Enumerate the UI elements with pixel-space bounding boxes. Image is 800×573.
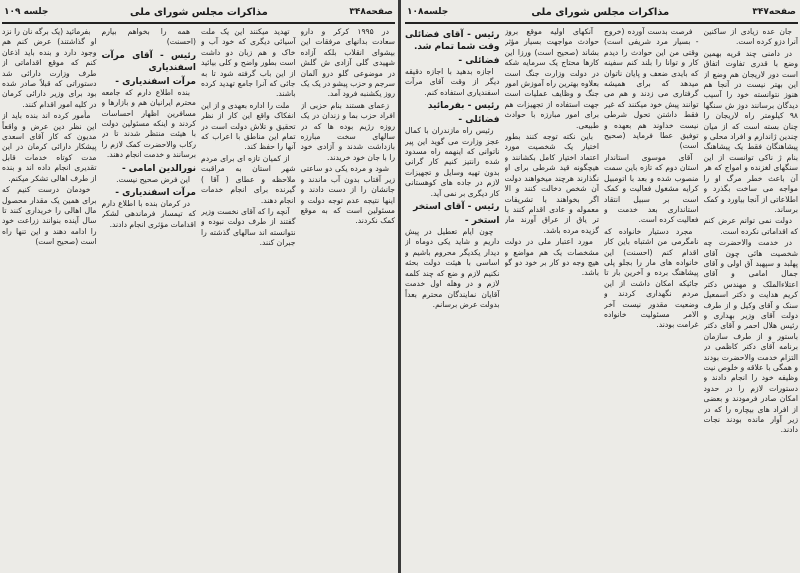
text-column: [201, 27, 296, 569]
speaker-heading: رئیس - آقای فضائلی وقت شما تمام شد.: [405, 30, 500, 52]
paragraph: رئیس راه مازندران با کمال عجز وزارت می گوید این پیر ناتوانی که اینهمه راه مسدود شده رانتیز کنیم کار گرانی بدون تهیه وسایل و تجهیزات لازم در جاده های کوهستانی کار دیگری بر نمی آید.: [405, 126, 500, 198]
text-column: [704, 27, 799, 569]
header-rule: [405, 22, 798, 24]
paragraph: در خدمت والاحضرت چه شخصیت هائی چون آقای پهلبد و سپهبد آق اولی و آقای جمال امامی و آقای اعتلاءالملک و مهندس دکتر کریم هدایت و دکتر اسمعیل سنک و آقای وکیل و از طرف دولت آقای وزیر بهداری و رئیس هلال احمر و آقای دکتر باستور و از طرف سازمان برنامه آقای دکتر کاظمی در التزام خدمت والاحضرت بودند و همگی با علاقه و خلوص نیت وظیفه خود را انجام دادند و دستورات لازم را در حدود امکان صادر فرمودند و بعضی از افراد های بیچاره را که در زیر آوار مانده بودند نجات دادند.: [703, 238, 798, 435]
paragraph: بفرمائید (یک برگه نان را نزد او گذاشتند) عرض کنم هم وجود دارد و بنده باید اذعان کنم که موقع اقداماتی از طرف وزارت دارائی شد دستوراتی که قبلاً صادر شده بود برای وزیر دارائی کرمان در کلیه امور اقدام کنند.: [2, 27, 97, 109]
paragraph: این فرض صحیح نیست.: [116, 174, 190, 184]
speaker-heading: فضائلی -: [458, 56, 500, 66]
page-header: [407, 4, 796, 20]
page-gutter-divider: [398, 0, 401, 573]
text-columns: [2, 27, 395, 569]
paragraph: همه را بخواهم بیارم (احسنت): [101, 27, 196, 47]
speaker-heading: نورالدین امامی -: [121, 163, 196, 174]
paragraph: مجرد دستیار خانواده که نامگرمی من اشتباه باین کار اقدام کنم (احسنت) این خانواده های مار را بجلو پلی پیشاهنگ برده و آخرین بار تا جائیکه امکان داشت از این مردم نگهداری کردند و وضعیت مقدور نیست آخر الامر مسئولیت خانواده غرامت بودند.: [604, 226, 699, 330]
paragraph: مأمور کرده اند بنده باید از این نظر دین عرض و واقعاً مدیون که کار آقای اسعدی پیشکار دارائی کرمان در این مدت کوتاه خدمات قابل تقدیری انجام داده اند و بنده از طرف اهالی تشکر میکنم.: [2, 111, 97, 183]
paragraph: دولت نمی توانم عرض کنم که اقداماتی نکرده است.: [703, 216, 798, 236]
speaker-heading: رئیس - بفرمائید: [427, 101, 500, 112]
paragraph: در کرمان بنده با اطلاع دارم که تیمسار فرماندهی لشکر اقدامات مؤثری انجام دادند.: [101, 199, 196, 229]
paragraph: آنچه را که آقای نخست وزیر گفتند از طرف دولت نبوده و نتوانسته اند سالهای گذشته را جبران کنند.: [201, 206, 296, 248]
publication-title: مذاکرات مجلس شورای ملی: [130, 6, 268, 18]
paragraph: خودمان درست کنیم که برای همین یک مقدار محصول مال اهالی را خریداری کنند تا سال آینده بنوانند زراعت خود را ادامه دهند و این تنها راه است (صحیح است): [2, 185, 97, 247]
text-column: [604, 27, 699, 569]
paragraph: زعمای هستند بنام حزبی از افراد حزب بما و زندان در یک روزه رژیم بوده ها که در سالهای سخت مبارزه بازداشت شدند و آزادی خود را با جان خود خریدند.: [300, 100, 395, 162]
speaker-heading: رئیس - آقای مرآت اسفندیاری: [101, 50, 196, 73]
right-page: [403, 0, 800, 573]
page-number: صفحه۳۴۷: [752, 7, 796, 17]
paragraph: تهدید میکنند این یک ملت آسیائی دیگری که خود آب و خاک و هم زبان دو داشت است بطور واضح و کلی بیائید از این باب گرفته شود تا به جائی که آنرا جامع تهدید کرده باشند.: [201, 27, 296, 99]
paragraph: ملت را اداره بعهدی و از این انفکاک واقع این کار از نظر تحقیق و تلاش دولت است در تمام این مناطق با اعراب که آنها را حفظ کند.: [201, 100, 296, 152]
paragraph: فرصت بدست آورده (خروج - بسیار مرد شریفی است) وقتی من این حوادث را دیدم کار و توانا را بلند کنم سفینه که بایدی ضعف و پایان ناتوان میدهد که برای همیشه گرفتاری می زدند و هم می توانند پیش خود میکنند که غیر فقط داشتن تحول شرطی نیست خداوند هم بعهده و توفیق عطا فرماید (صحیح است): [604, 27, 699, 151]
paragraph: بنده اطلاع دارم که جامعه محترم ایرانیان هم و بازارها و مسافرین اظهار احساسات کردند و اینکه مسئولین دولت با هیئت منتظر شدند تا در رکاب والاحضرت کمک لازم را برسانند و خدمت انجام دهند.: [101, 87, 196, 160]
paragraph: از کمیان تازه ای برای مردم شهر استان به مراقبت ملاحظه و عطای ( آقا ) گیرنده برای انجام خدمات انجام دهند.: [201, 153, 296, 205]
text-columns: [405, 27, 798, 569]
paragraph: مورد اعتبار ملی در دولت مشخصات یک هم مواضع و هیچ وجه دو کار بر خود دو گو باشد.: [504, 237, 599, 278]
speaker-heading: فضائلی -: [458, 115, 500, 126]
text-column: [2, 27, 97, 569]
paragraph: شود و مرده یکی دو ساعتی زیر آفتاب بدون آب ماندند و جانشان را از دست دادند و اینها نتیجه عدم توجه دولت و مسئولین است که به موقع کمک نکردند.: [300, 164, 395, 226]
text-column: [405, 27, 500, 569]
paragraph: در دامنی چند قریه بهمین وضع با قدری تفاوت اتفاق است دور لاریجان هم وضع از این بهتر نیست در آنجا هم هنوز نتوانسته خود را آسیب دیدگان برسانند دوز ش سنگها ۹۸ کیلومتر راه لاریجان را چنان بسته است که از میان چندین ژاندارم و افراد محلی و پیشاهنگان فقط یک پیشاهنگ بنام ژ ناکی توانست از این سنگهای لغزنده و امواج که هر آن باعث خطر مرگ او را مواجه می ساخت بگذرد و اطلاعاتی از آنجا بیاورد و کمک برساند.: [703, 48, 798, 214]
speaker-heading: مرآت اسفندیاری -: [115, 76, 196, 87]
speaker-heading: رئیس - آقای استخر: [413, 202, 500, 213]
text-column: [102, 27, 197, 569]
speaker-heading: استخر -: [464, 216, 500, 227]
session-number: جلسه ۱۰۹: [4, 7, 49, 17]
page-header: [4, 4, 393, 20]
paragraph: اجازه بدهید با اجازه دقیقه دیگر از وقت آقای مرآت اسفندیاری استفاده کنم.: [405, 67, 500, 97]
paragraph: باین نکته توجه کنند بطور اختیار یک شخصیت مورد اعتماد اختیار کامل بکشانند و هیچگونه قید شرطی برای او نگذارند هرچند میخواهند دولت آن شخص دخالت کنند و الا اگر بخواهند با تشریفات معموله و عادی اقدام کنند با تر یاق از عراق آورند مار گزیده مرده باشد.: [504, 132, 599, 235]
paragraph: چون ایام تعطیل در پیش داریم و شاید یکی دوماه از دیدار یکدیگر محروم باشیم و اساسی با هیئت دولت بحثه نکنیم لازم و ضع که چند کلمه لازم و در وهله اول خدمت آقایان نمایندگان محترم بعداً بدولت عرض برسانم.: [405, 227, 500, 309]
paragraph: در ۱۹۹۵ کرکر و دارو سعادت بدانهای مرفقات این بیشوای انقلاب بلکه آزاده شهیدی گلی آزادی ش گلش در موضوعی گلو درو آلمان سرجم و حزب پیشو در یک یک روز یکشنبه فرود آمد.: [300, 27, 395, 99]
page-number: صفحه۳۴۸: [349, 7, 393, 17]
publication-title: مذاکرات مجلس شورای ملی: [531, 6, 670, 18]
paragraph: جان عده زیادی از ساکنین آنرا دزو کرده است.: [703, 27, 798, 47]
left-page: [0, 0, 397, 573]
speaker-heading: مرآت اسفندیاری -: [115, 188, 196, 199]
paragraph: آقای موسوی استاندار استان دوم که تازه باین سمت منصوب شده و بعد با اتومبیل کرایه مشغول فعالیت و کمک است بر سبیل انتقاد استانداری بعد خدمت و فعالیت کرده است.: [604, 152, 699, 225]
header-rule: [2, 22, 395, 24]
session-number: جلسه۱۰۸: [407, 7, 449, 17]
paragraph: آنکهای اولیه موقع بروز حوادث مواجهت بسیار مؤثر بشاند (صحیح است) ورزا این کارها محتاج یک سرمایه شکه در دولت وزارت جنگ است بعلاوه بهترین راه آموزش امور جنگ و وظایف عملیات است جهت استفاده از تجهیزات هم برای امور مبارزه با حوادث طبیعی.: [504, 27, 599, 130]
text-column: [301, 27, 396, 569]
text-column: [505, 27, 600, 569]
